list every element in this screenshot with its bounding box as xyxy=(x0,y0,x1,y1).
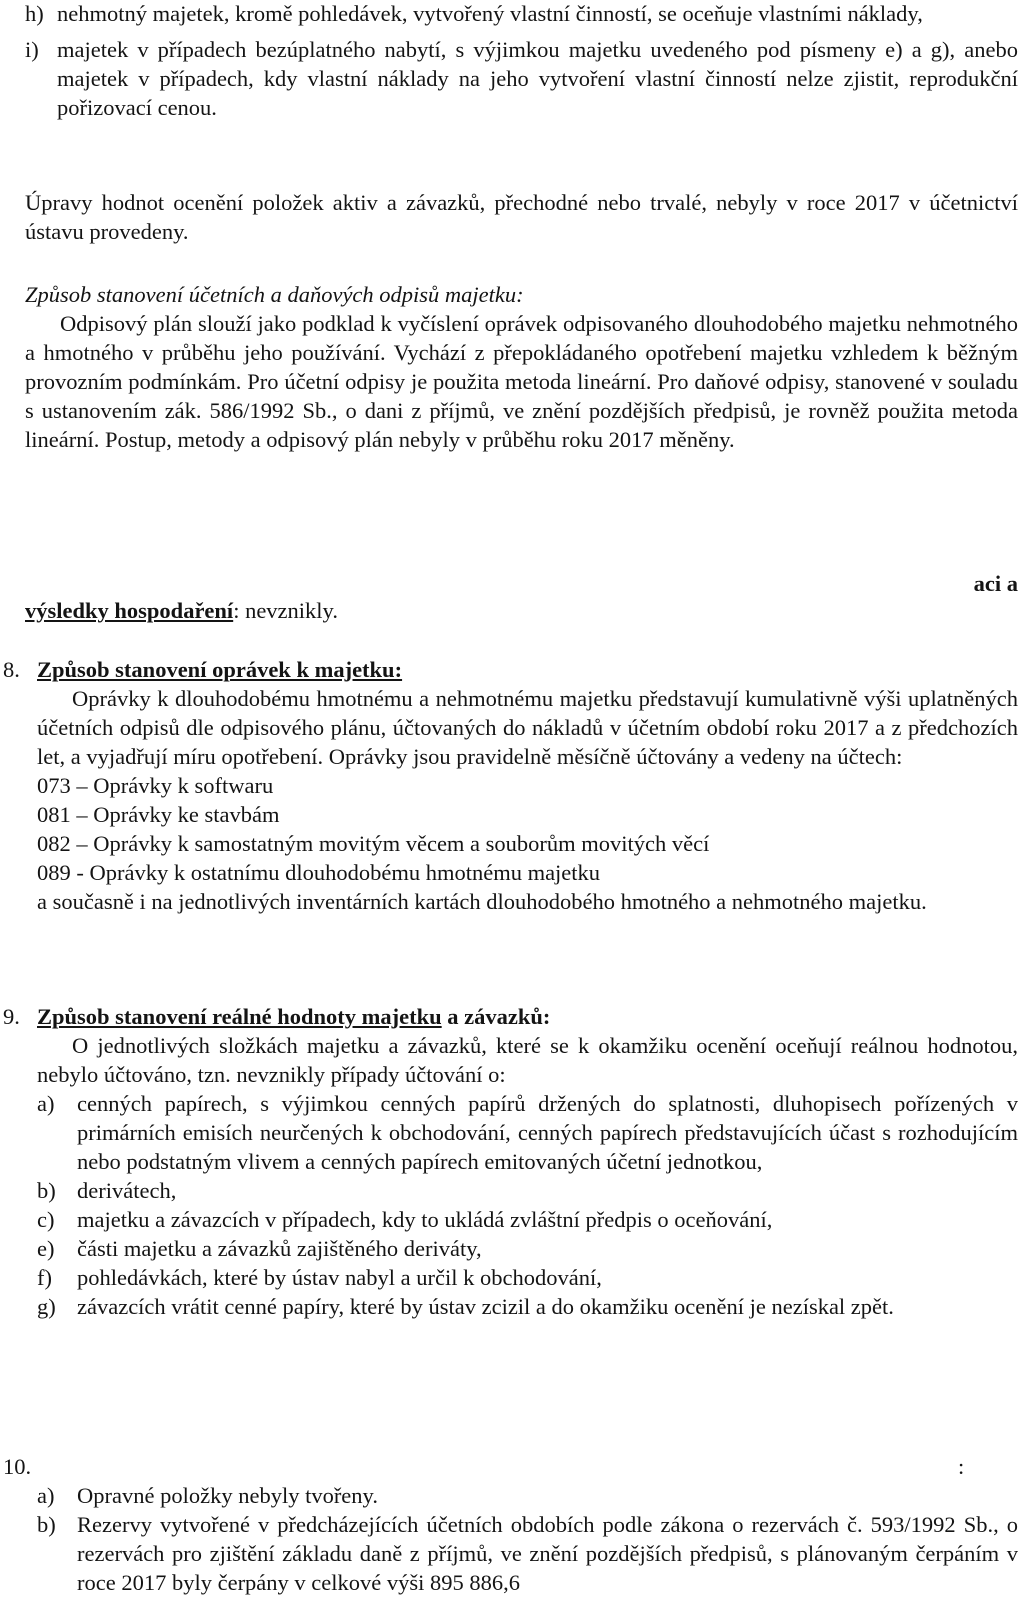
list-item xyxy=(25,0,1018,28)
list-item xyxy=(37,1481,1018,1510)
item-label: a) xyxy=(37,1091,55,1116)
item-label: a) xyxy=(37,1483,55,1508)
list-item xyxy=(37,1089,1018,1176)
item-label: g) xyxy=(37,1294,56,1319)
depreciation-heading: Způsob stanovení účetních a daňových odpisů majetku: xyxy=(25,282,524,307)
item-label: h) xyxy=(25,1,44,26)
fragment-right-text: aci a xyxy=(973,571,1018,596)
item-label: b) xyxy=(37,1512,56,1537)
list-item: 081 – Oprávky ke stavbám xyxy=(37,802,280,827)
section-number: 10. xyxy=(3,1454,32,1479)
depreciation-text: Odpisový plán slouží jako podklad k vyčíslení oprávek odpisovaného dlouhodobého majetku nehmotného a hmotného v průběhu jeho používání. Vychází z přepokládaného opotřebení majetku vzhledem k běžným provozním podmínkám. Pro účetní odpisy je použita metoda lineární. Pro daňové odpisy, stanovené v souladu s ustanovením zák. 586/1992 Sb., o dani z příjmů, ve znění pozdějších předpisů, je rovněž použita metoda lineární. Postup, metody a odpisový plán nebyly v průběhu roku 2017 měněny. xyxy=(25,311,1018,452)
item-text: pohledávkách, které by ústav nabyl a určil k obchodování, xyxy=(77,1265,602,1290)
list-item xyxy=(37,1510,1018,1597)
list-item: 073 – Oprávky k softwaru xyxy=(37,773,274,798)
adjustments-paragraph: Úpravy hodnot ocenění položek aktiv a závazků, přechodné nebo trvalé, nebyly v roce 2017 v účetnictví ústavu provedeny. xyxy=(25,190,1018,244)
item-text: majetek v případech bezúplatného nabytí, s výjimkou majetku uvedeného pod písmeny e) a g), anebo majetek v případech, kdy vlastní náklady na jeho vytvoření vlastní činností nelze zjistit, reprodukční pořizovací cenou. xyxy=(57,37,1018,120)
section-heading: Způsob stanovení oprávek k majetku: xyxy=(37,657,403,682)
section-body xyxy=(37,1481,1018,1597)
item-text: majetku a závazcích v případech, kdy to ukládá zvláštní předpis o oceňování, xyxy=(77,1207,773,1232)
section-10 xyxy=(3,1452,1018,1597)
fragment-block xyxy=(25,565,1018,625)
heading-underlined: Způsob stanovení reálné hodnoty majetku xyxy=(37,1004,442,1029)
item-text: cenných papírech, s výjimkou cenných papírů držených do splatnosti, dluhopisech pořízených v primárních emisích neurčených k obchodování, cenných papírech představujících účast s rozhodujícím nebo podstatným vlivem a cenných papírech emitovaných účetní jednotkou, xyxy=(77,1091,1018,1174)
list-item xyxy=(25,35,1018,122)
list-item: 089 - Oprávky k ostatnímu dlouhodobému hmotnému majetku xyxy=(37,860,601,885)
list-item xyxy=(37,1292,1018,1321)
section-colon: : xyxy=(958,1454,965,1479)
section-body xyxy=(37,1002,1018,1321)
section-8 xyxy=(3,655,1018,916)
item-text: části majetku a závazků zajištěného deriváty, xyxy=(77,1236,482,1261)
item-text: derivátech, xyxy=(77,1178,177,1203)
list-item: 082 – Oprávky k samostatným movitým věcem a souborům movitých věcí xyxy=(37,831,710,856)
top-list xyxy=(25,0,1018,122)
section-text: Oprávky k dlouhodobému hmotnému a nehmotnému majetku představují kumulativně výši uplatněných účetních odpisů dle odpisového plánu, účtovaných do nákladů v účetním období roku 2017 a z předchozích let, a vyjadřují míru opotřebení. Oprávky jsou pravidelně měsíčně účtovány a vedeny na účtech: xyxy=(37,686,1018,769)
fragment-rest: : nevznikly. xyxy=(233,598,338,623)
fragment-label: výsledky hospodaření xyxy=(25,598,234,623)
list-item xyxy=(37,1234,1018,1263)
section-number: 8. xyxy=(3,657,20,682)
fragment-line xyxy=(25,596,338,625)
cases-list xyxy=(37,1089,1018,1321)
item-label: i) xyxy=(25,37,39,62)
list-item xyxy=(37,1263,1018,1292)
section-body xyxy=(37,655,1018,916)
list-item xyxy=(37,1205,1018,1234)
section-intro: O jednotlivých složkách majetku a závazků, které se k okamžiku ocenění oceňují reálnou hodnotou, nebylo účtováno, tzn. nevznikly případy účtování o: xyxy=(37,1033,1018,1087)
list-item xyxy=(37,1176,1018,1205)
item-label: c) xyxy=(37,1207,55,1232)
item-text: Opravné položky nebyly tvořeny. xyxy=(77,1483,378,1508)
section-header-row xyxy=(3,1452,1018,1481)
section-number: 9. xyxy=(3,1004,20,1029)
section-closing: a současně i na jednotlivých inventárních kartách dlouhodobého hmotného a nehmotného majetku. xyxy=(37,889,927,914)
item-text: Rezervy vytvořené v předcházejících účetních obdobích podle zákona o rezervách č. 593/1992 Sb., o rezervách pro zjištění základu daně z příjmů, ve znění pozdějších předpisů, s plánovaným čerpáním v roce 2017 byly čerpány v celkové výši 895 886,6 xyxy=(77,1512,1018,1595)
item-label: e) xyxy=(37,1236,55,1261)
item-text: závazcích vrátit cenné papíry, které by ústav zcizil a do okamžiku ocenění je nezískal zpět. xyxy=(77,1294,894,1319)
item-label: f) xyxy=(37,1265,52,1290)
item-text: nehmotný majetek, kromě pohledávek, vytvořený vlastní činností, se oceňuje vlastními náklady, xyxy=(57,1,923,26)
section-9 xyxy=(3,1002,1018,1321)
item-label: b) xyxy=(37,1178,56,1203)
accounts-list xyxy=(37,771,1018,887)
section-heading xyxy=(37,1002,1018,1031)
heading-rest: a závazků: xyxy=(441,1004,551,1029)
depreciation-section xyxy=(25,280,1018,454)
